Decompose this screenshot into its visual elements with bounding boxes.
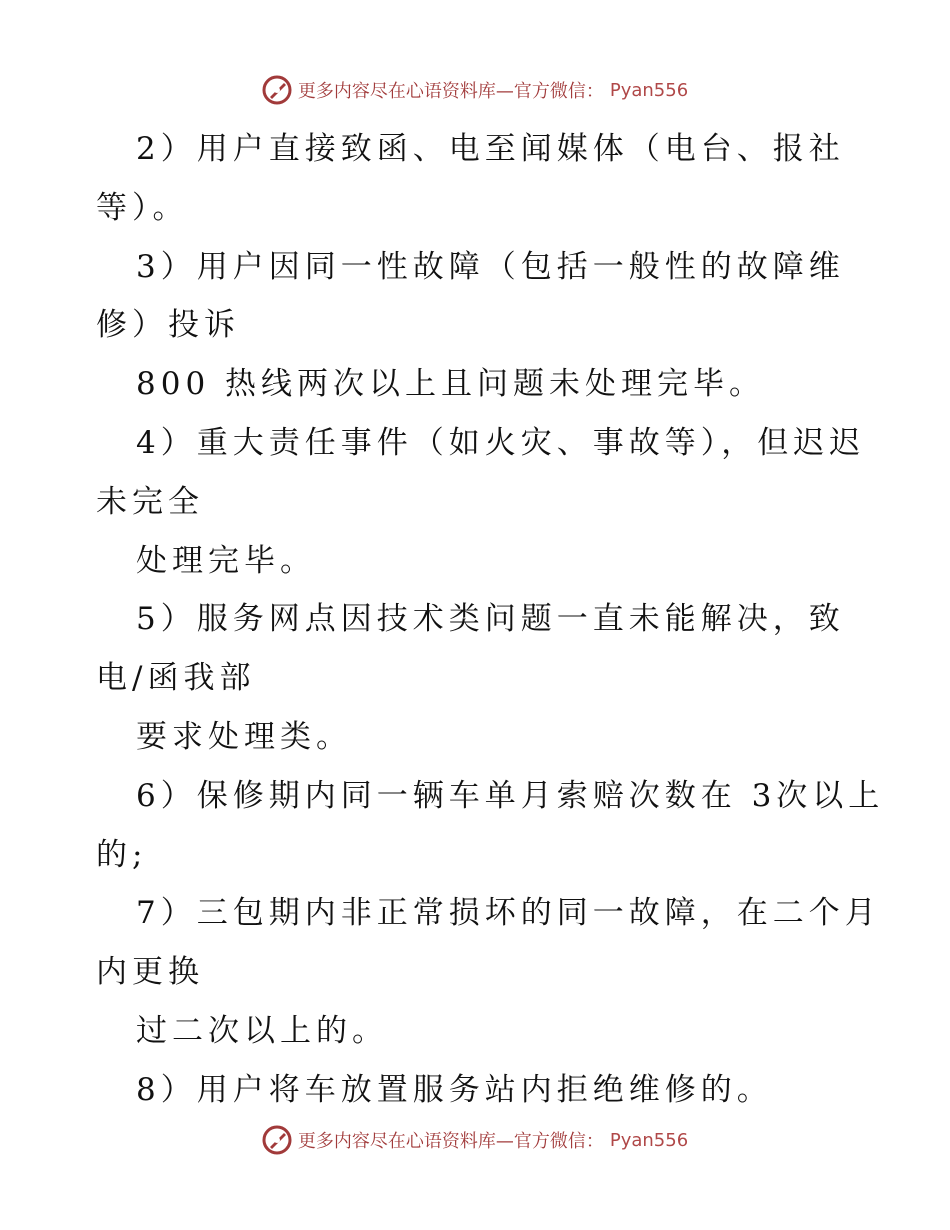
header-banner-id: Pyan556 [609, 79, 689, 101]
text-line: 7）三包期内非正常损坏的同一故障，在二个月 [136, 895, 881, 932]
pen-logo-icon [262, 75, 292, 105]
text-line: 2）用户直接致函、电至闻媒体（电台、报社 [136, 131, 845, 167]
footer-banner-id: Pyan556 [609, 1129, 689, 1151]
text-line: 3）用户因同一性故障（包括一般性的故障维 [136, 248, 845, 285]
text-line: 要求处理类。 [136, 718, 352, 755]
text-line: 4）重大责任事件（如火灾、事故等），但迟迟 [136, 424, 866, 461]
text-line: 修）投诉 [96, 307, 240, 344]
text-line: 5）服务网点因技术类问题一直未能解决，致 [136, 601, 845, 638]
text-line: 等）。 [96, 189, 189, 226]
text-line: 未完全 [96, 483, 204, 520]
footer-banner [0, 1120, 950, 1160]
footer-banner-text: 更多内容尽在心语资料库—官方微信： [297, 1131, 604, 1152]
text-line: 过二次以上的。 [136, 1012, 388, 1049]
text-line: 处理完毕。 [136, 542, 316, 579]
text-line: 内更换 [96, 954, 204, 991]
text-line: 电/函我部 [96, 660, 256, 697]
header-banner [0, 70, 950, 110]
header-banner-text: 更多内容尽在心语资料库—官方微信： [297, 81, 604, 102]
pen-logo-icon [262, 1125, 292, 1155]
document-body [96, 120, 885, 1120]
text-line: 8）用户将车放置服务站内拒绝维修的。 [136, 1071, 773, 1108]
text-line: 6）保修期内同一辆车单月索赔次数在 3次以上 [136, 777, 885, 814]
text-line: 的; [96, 836, 148, 873]
text-line: 800 热线两次以上且问题未处理完毕。 [136, 366, 766, 403]
